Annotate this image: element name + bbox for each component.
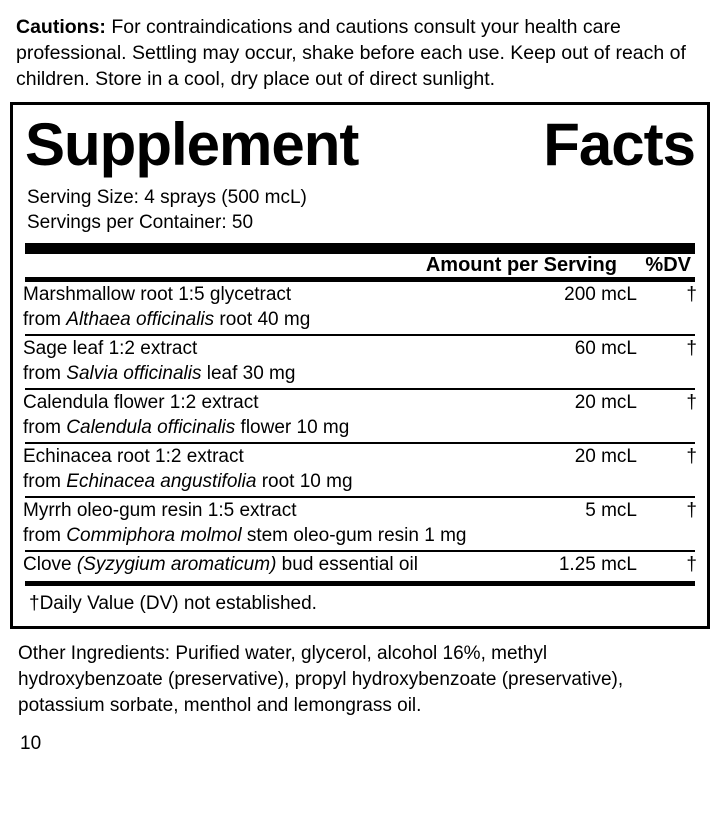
source-botanical-name: Echinacea angustifolia xyxy=(66,471,257,492)
table-row xyxy=(23,498,697,523)
ingredient-amount: 5 mcL xyxy=(585,500,637,521)
supplement-facts-panel xyxy=(10,102,710,629)
source-botanical-name: Commiphora molmol xyxy=(66,525,242,546)
supplement-facts-title-right: Facts xyxy=(543,111,695,178)
ingredient-botanical-name: (Syzygium aromaticum) xyxy=(76,554,277,575)
ingredient-source xyxy=(23,307,697,332)
daily-value-footnote: †Daily Value (DV) not established. xyxy=(29,593,317,614)
ingredient-name xyxy=(23,552,507,577)
column-header-amount: Amount per Serving xyxy=(425,254,617,276)
ingredient-name: Marshmallow root 1:5 glycetract xyxy=(23,284,292,305)
ingredient-name-suffix: bud essential oil xyxy=(276,554,418,575)
source-suffix: flower 10 mg xyxy=(235,417,350,438)
supplement-facts-table xyxy=(23,254,697,277)
table-subrow xyxy=(23,469,697,494)
panel-rule-thick xyxy=(25,243,695,254)
ingredients-table xyxy=(23,282,697,577)
table-row xyxy=(23,282,697,307)
source-suffix: stem oleo-gum resin 1 mg xyxy=(241,525,467,546)
source-prefix: from xyxy=(23,363,67,384)
ingredient-source xyxy=(23,523,697,548)
source-botanical-name: Calendula officinalis xyxy=(66,417,236,438)
serving-size: Serving Size: 4 sprays (500 mcL) xyxy=(27,187,307,208)
ingredient-source xyxy=(23,469,697,494)
source-suffix: root 10 mg xyxy=(256,471,353,492)
source-prefix: from xyxy=(23,525,67,546)
table-row xyxy=(23,552,697,577)
source-suffix: leaf 30 mg xyxy=(201,363,296,384)
cautions-text: For contraindications and cautions consult your health care professional. Settling may occur, shake before each use. Keep out of reach of children. Store in a cool, dry place out of direct sunlight. xyxy=(16,16,686,90)
source-prefix: from xyxy=(23,417,67,438)
source-prefix: from xyxy=(23,471,67,492)
ingredient-dv: † xyxy=(686,284,697,305)
other-ingredients: Other Ingredients: Purified water, glycerol, alcohol 16%, methyl hydroxybenzoate (preservative), propyl hydroxybenzoate (preservative), potassium sorbate, menthol and lemongrass oil. xyxy=(18,643,624,716)
table-subrow xyxy=(23,523,697,548)
ingredient-dv: † xyxy=(686,392,697,413)
source-botanical-name: Salvia officinalis xyxy=(66,363,202,384)
table-subrow xyxy=(23,361,697,386)
ingredient-name: Calendula flower 1:2 extract xyxy=(23,392,259,413)
ingredient-amount: 60 mcL xyxy=(574,338,637,359)
ingredient-source xyxy=(23,361,697,386)
ingredient-name-prefix: Clove xyxy=(23,554,77,575)
ingredient-amount: 20 mcL xyxy=(574,392,637,413)
serving-info xyxy=(23,179,697,237)
table-row xyxy=(23,444,697,469)
table-header-row xyxy=(23,254,697,277)
page-number: 10 xyxy=(20,733,42,754)
ingredient-dv: † xyxy=(686,446,697,467)
ingredient-name: Echinacea root 1:2 extract xyxy=(23,446,244,467)
ingredient-source xyxy=(23,415,697,440)
ingredient-name: Myrrh oleo-gum resin 1:5 extract xyxy=(23,500,297,521)
ingredient-amount: 20 mcL xyxy=(574,446,637,467)
ingredient-name: Sage leaf 1:2 extract xyxy=(23,338,198,359)
supplement-facts-title-left: Supplement xyxy=(25,111,359,178)
cautions-paragraph xyxy=(16,14,692,92)
source-botanical-name: Althaea officinalis xyxy=(66,309,215,330)
table-row xyxy=(23,390,697,415)
ingredient-dv: † xyxy=(686,554,697,575)
table-subrow xyxy=(23,307,697,332)
ingredient-dv: † xyxy=(686,500,697,521)
ingredient-amount: 200 mcL xyxy=(564,284,637,305)
supplement-facts-title xyxy=(23,111,697,179)
source-prefix: from xyxy=(23,309,67,330)
ingredient-dv: † xyxy=(686,338,697,359)
cautions-label: Cautions: xyxy=(16,16,106,38)
table-row xyxy=(23,336,697,361)
source-suffix: root 40 mg xyxy=(214,309,311,330)
ingredient-amount: 1.25 mcL xyxy=(558,554,637,575)
servings-per-container: Servings per Container: 50 xyxy=(27,212,254,233)
table-subrow xyxy=(23,415,697,440)
column-header-dv: %DV xyxy=(645,254,691,276)
